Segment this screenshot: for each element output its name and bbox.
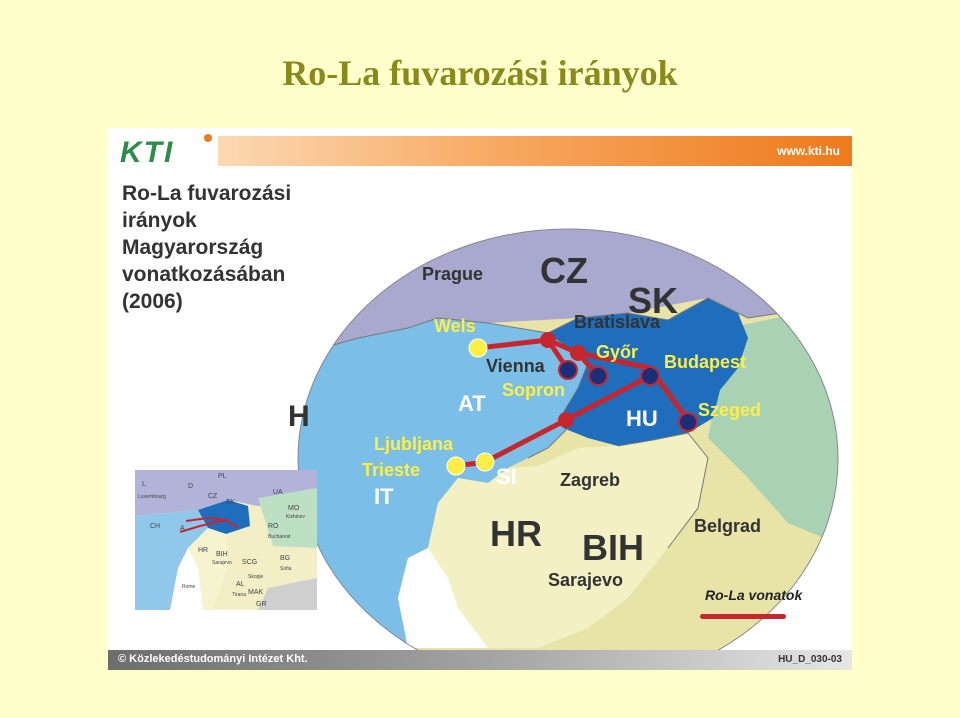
label-bih: BIH xyxy=(582,527,644,568)
panel-title xyxy=(122,180,352,315)
footer-bar xyxy=(108,650,852,670)
inset-label-ro: RO xyxy=(268,523,279,530)
label-si: SI xyxy=(496,464,517,489)
inset-label-d: D xyxy=(188,483,194,490)
slide-title: Ro-La fuvarozási irányok xyxy=(282,53,678,93)
inset-label-mak: MAK xyxy=(248,589,264,596)
inset-label-luxembourg: Luxembourg xyxy=(138,494,166,500)
inset-overview-map xyxy=(135,470,317,610)
inset-label-l: L xyxy=(142,481,146,488)
inset-label-tirana: Tirana xyxy=(232,592,246,598)
kti-logo-text: KTI xyxy=(120,136,175,166)
city-ljubljana: Ljubljana xyxy=(374,434,454,454)
slide-code: HU_D_030-03 xyxy=(778,654,842,665)
website-url: www.kti.hu xyxy=(777,144,840,158)
inset-label-bucharest: Bucharest xyxy=(268,534,291,540)
inset-label-ua: UA xyxy=(273,489,283,496)
city-szeged: Szeged xyxy=(698,400,762,420)
slide-panel xyxy=(108,128,852,670)
inset-label-ch: CH xyxy=(150,523,161,530)
city-bratislava: Bratislava xyxy=(574,312,661,332)
label-h-edge: H xyxy=(288,400,310,433)
label-it: IT xyxy=(374,484,394,509)
city-belgrad: Belgrad xyxy=(694,516,762,536)
city-sarajevo: Sarajevo xyxy=(548,570,624,590)
city-vienna: Vienna xyxy=(486,356,545,376)
legend-label: Ro-La vonatok xyxy=(705,587,803,603)
inset-label-scg: SCG xyxy=(242,559,258,566)
inset-label-sarajevo: Sarajevo xyxy=(212,560,232,566)
label-hr: HR xyxy=(490,513,542,554)
inset-label-sk: SK xyxy=(226,499,236,506)
city-trieste: Trieste xyxy=(362,460,421,480)
inset-label-cz: CZ xyxy=(208,493,218,500)
inset-label-bg: BG xyxy=(280,555,291,562)
inset-label-skopje: Skopje xyxy=(248,574,264,580)
city-wels: Wels xyxy=(434,316,476,336)
label-at: AT xyxy=(458,391,486,416)
inset-label-sofia: Sofia xyxy=(280,566,292,572)
inset-label-mo: MO xyxy=(288,505,300,512)
city-gyor: Győr xyxy=(596,342,639,362)
inset-label-rome: Rome xyxy=(182,584,196,590)
inset-label-al: AL xyxy=(236,581,245,588)
panel-title-line-1: Ro-La fuvarozási xyxy=(122,182,292,205)
label-sk: SK xyxy=(628,280,679,321)
inset-label-hr: HR xyxy=(198,547,209,554)
copyright-text: © Közlekedéstudományi Intézet Kht. xyxy=(118,653,308,665)
panel-title-line-4: vonatkozásában xyxy=(122,263,286,286)
inset-label-kishinev: Kishinev xyxy=(286,514,305,520)
label-cz: CZ xyxy=(540,250,588,291)
panel-title-line-3: Magyarország xyxy=(122,236,264,259)
inset-label-a: A xyxy=(180,525,185,532)
city-zagreb: Zagreb xyxy=(560,470,621,490)
inset-label-pl: PL xyxy=(218,473,227,480)
panel-title-line-5: (2006) xyxy=(122,290,183,313)
panel-title-line-2: irányok xyxy=(122,209,197,232)
inset-label-bih: BIH xyxy=(216,551,228,558)
city-sopron: Sopron xyxy=(502,380,565,400)
legend-line-swatch xyxy=(700,614,786,619)
city-budapest: Budapest xyxy=(664,352,747,372)
inset-label-gr: GR xyxy=(256,601,267,608)
label-hu: HU xyxy=(626,406,658,431)
city-prague: Prague xyxy=(422,264,484,284)
